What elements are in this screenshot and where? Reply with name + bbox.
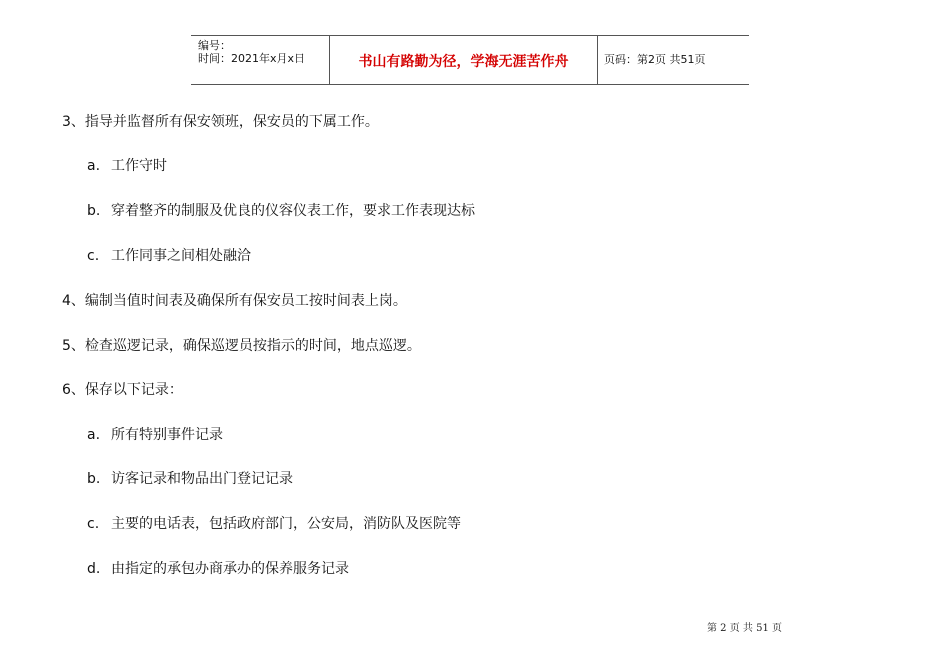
item-6-sub-a (87, 426, 223, 444)
item-6-sub-c (87, 515, 461, 533)
item-6-sub-d (87, 560, 349, 578)
item-3-sub-a (87, 157, 167, 175)
list-item-text: 主要的电话表，包括政府部门，公安局，消防队及医院等 (111, 516, 461, 532)
list-item-text: 访客记录和物品出门登记记录 (111, 471, 293, 487)
list-marker: b. (87, 471, 101, 487)
header-motto-cell (330, 36, 598, 84)
list-marker: a. (87, 158, 101, 174)
list-marker: c. (87, 248, 100, 264)
document-header (191, 35, 749, 85)
list-item-text: 穿着整齐的制服及优良的仪容仪表工作，要求工作表现达标 (111, 203, 475, 219)
item-6-sub-b (87, 470, 293, 488)
item-4: 4、编制当值时间表及确保所有保安员工按时间表上岗。 (62, 293, 407, 309)
list-item-text: 由指定的承包办商承办的保养服务记录 (111, 561, 349, 577)
page-footer: 第 2 页 共 51 页 (707, 623, 782, 634)
page-label: 页码：第2页 共51页 (604, 53, 706, 66)
list-marker: b. (87, 203, 101, 219)
list-marker: d. (87, 561, 101, 577)
list-marker: c. (87, 516, 100, 532)
time-label: 时间：2021年x月x日 (198, 52, 306, 65)
list-marker: a. (87, 427, 101, 443)
header-info-cell (191, 36, 330, 84)
list-item-text: 工作守时 (111, 158, 167, 174)
item-3: 3、指导并监督所有保安领班，保安员的下属工作。 (62, 114, 379, 130)
item-5: 5、检查巡逻记录，确保巡逻员按指示的时间，地点巡逻。 (62, 338, 421, 354)
list-item-text: 工作同事之间相处融洽 (111, 248, 251, 264)
header-page-cell (598, 36, 749, 84)
item-3-sub-b (87, 202, 475, 220)
code-label: 编号： (198, 39, 231, 52)
item-3-sub-c (87, 247, 251, 265)
motto-text: 书山有路勤为径，学海无涯苦作舟 (358, 54, 569, 70)
item-6: 6、保存以下记录： (62, 382, 183, 398)
list-item-text: 所有特别事件记录 (111, 427, 223, 443)
